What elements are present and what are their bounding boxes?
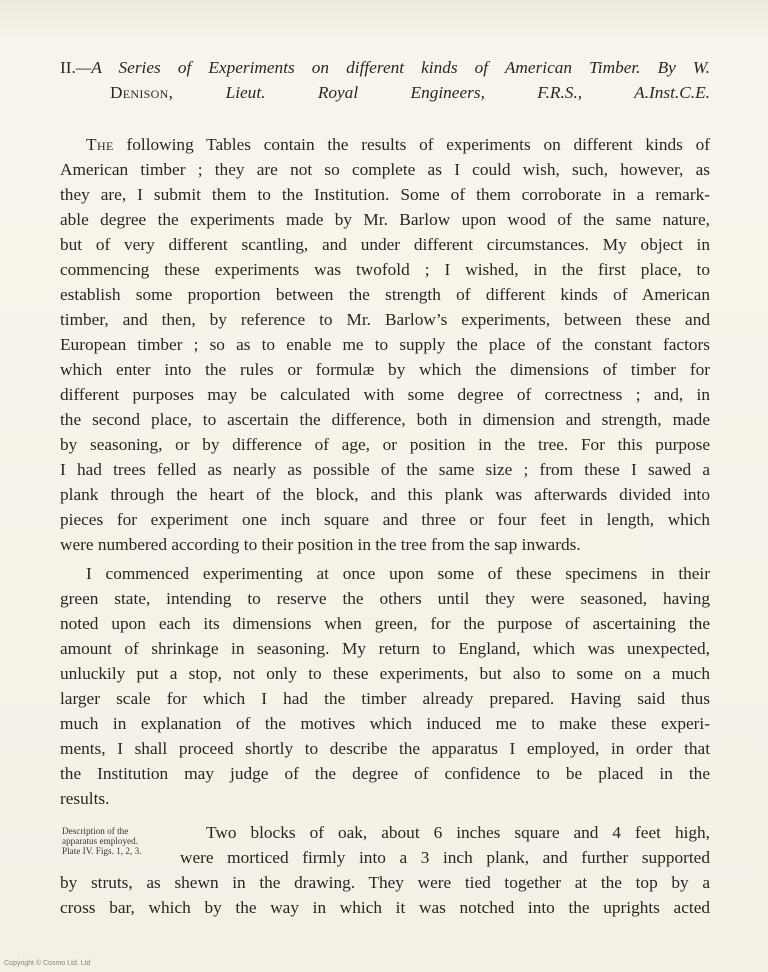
paragraph-line: were morticed firmly into a 3 inch plank, and further supported	[180, 848, 710, 867]
paragraph-line: different purposes may be calculated with some degree of correctness ; and, in	[60, 385, 710, 404]
title-part-2: Lieut. Royal Engineers, F.R.S., A.Inst.C.E.	[225, 83, 710, 102]
lead-word: The	[86, 135, 114, 154]
paragraph-line: larger scale for which I had the timber already prepared. Having said thus	[60, 689, 710, 708]
paragraph-line: plank through the heart of the block, and this plank was afterwards divided into	[60, 485, 710, 504]
paragraph-line: the Institution may judge of the degree of confidence to be placed in the	[60, 764, 710, 783]
title-part-1: —A Series of Experiments on different kinds of American Timber. By W.	[75, 58, 710, 77]
paragraph-line: American timber ; they are not so complete as I could wish, such, however, as	[60, 160, 710, 179]
paragraph-line: unluckily put a stop, not only to these experiments, but also to some on a much	[60, 664, 710, 683]
paragraph-line: but of very different scantling, and under different circumstances. My object in	[60, 235, 710, 254]
paragraph-line: cross bar, which by the way in which it was notched into the uprights acted	[60, 898, 710, 917]
title-line-1	[60, 55, 710, 80]
margin-note-line: apparatus employed.	[62, 836, 139, 846]
paragraph-line: results.	[60, 789, 110, 808]
paragraph-2	[60, 561, 710, 811]
author-name: Denison,	[110, 83, 174, 102]
show-through-text	[0, 0, 768, 42]
paragraph-line: amount of shrinkage in seasoning. My return to England, which was unexpected,	[60, 639, 710, 658]
paragraph-line: European timber ; so as to enable me to supply the place of the constant factors	[60, 335, 710, 354]
article-title	[60, 55, 710, 105]
paragraph-line: establish some proportion between the strength of different kinds of American	[60, 285, 710, 304]
paragraph-line: by seasoning, or by difference of age, or position in the tree. For this purpose	[60, 435, 710, 454]
paragraph-line: much in explanation of the motives which induced me to make these experi-	[60, 714, 710, 733]
margin-note-line: Plate IV. Figs. 1, 2, 3.	[62, 846, 142, 856]
paragraph-line: they are, I submit them to the Institution. Some of them corroborate in a remark-	[60, 185, 710, 204]
paragraph-line: noted upon each its dimensions when green, for the purpose of ascertaining the	[60, 614, 710, 633]
margin-note-line: Description of the	[62, 826, 129, 836]
paragraph-line: Two blocks of oak, about 6 inches square and 4 feet high,	[206, 823, 710, 842]
paragraph-line: were numbered according to their position in the tree from the sap inwards.	[60, 535, 581, 554]
paragraph-line: pieces for experiment one inch square and three or four feet in length, which	[60, 510, 710, 529]
title-numeral: II.	[60, 58, 76, 77]
title-line-2	[60, 80, 710, 105]
paragraph-line: the second place, to ascertain the difference, both in dimension and strength, made	[60, 410, 710, 429]
margin-note	[62, 826, 197, 856]
paragraph-3-start	[180, 820, 710, 870]
paragraph-line: timber, and then, by reference to Mr. Barlow’s experiments, between these and	[60, 310, 710, 329]
paragraph-line: ments, I shall proceed shortly to describe the apparatus I employed, in order that	[60, 739, 710, 758]
paragraph-1	[60, 132, 710, 557]
paragraph-line: I had trees felled as nearly as possible of the same size ; from these I sawed a	[60, 460, 710, 479]
paragraph-line: green state, intending to reserve the others until they were seasoned, having	[60, 589, 710, 608]
paragraph-line: able degree the experiments made by Mr. Barlow upon wood of the same nature,	[60, 210, 710, 229]
paragraph-line: I commenced experimenting at once upon some of these specimens in their	[86, 564, 710, 583]
paragraph-line: which enter into the rules or formulæ by which the dimensions of timber for	[60, 360, 710, 379]
copyright-notice: Copyright © Cosmo Ltd. Ltd	[4, 960, 91, 967]
paragraph-3-continued	[60, 870, 710, 920]
paragraph-line: commencing these experiments was twofold ; I wished, in the first place, to	[60, 260, 710, 279]
paragraph-line: by struts, as shewn in the drawing. They were tied together at the top by a	[60, 873, 710, 892]
paragraph-line: The following Tables contain the results of experiments on different kinds of	[86, 135, 710, 154]
body-text	[60, 132, 710, 811]
